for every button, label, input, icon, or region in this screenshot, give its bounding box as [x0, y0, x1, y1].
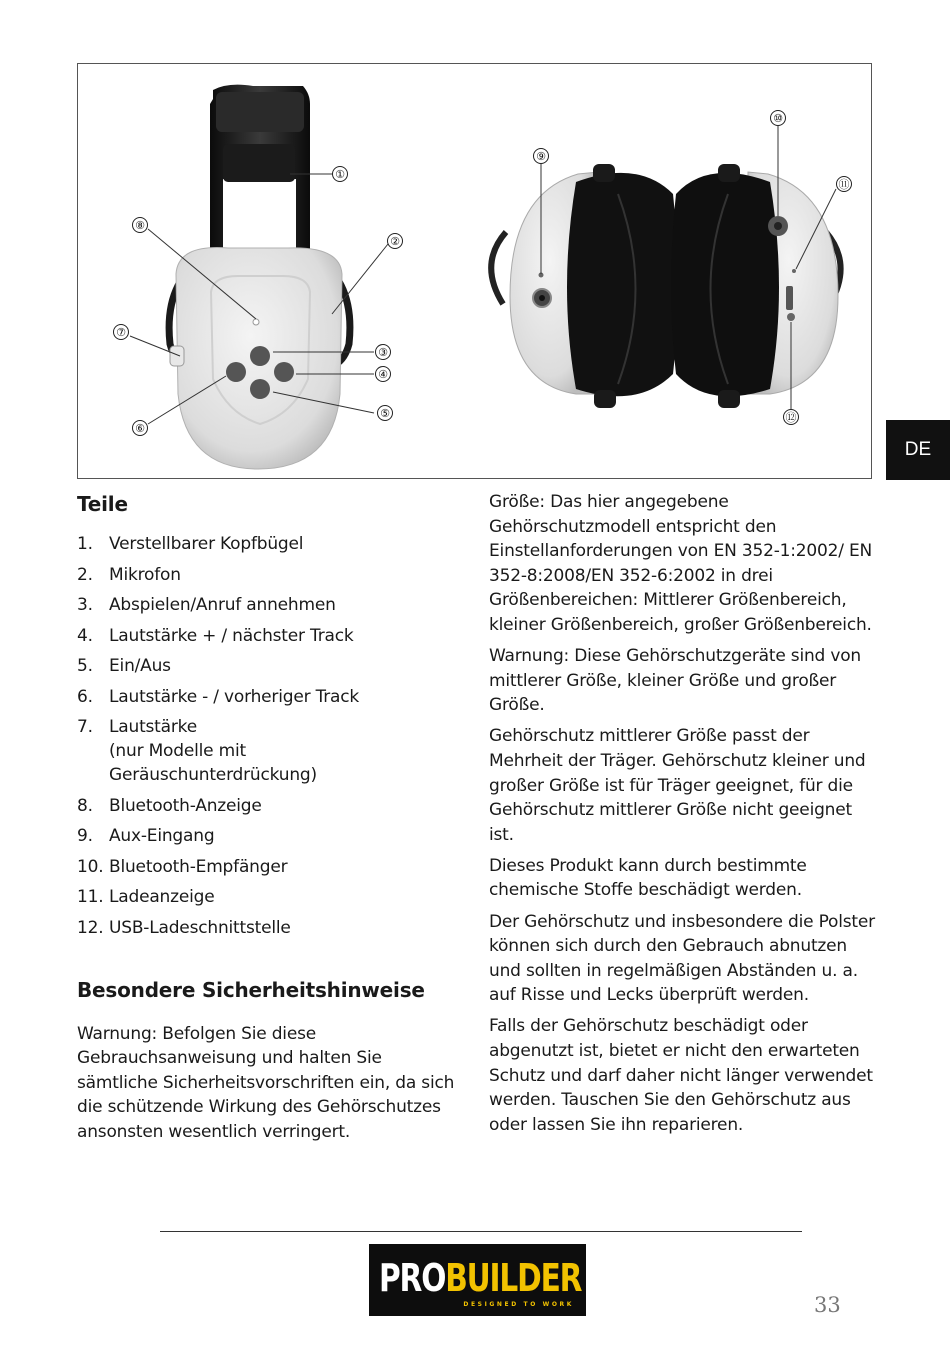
- svg-text:①: ①: [335, 168, 345, 181]
- language-tab: DE: [886, 420, 950, 480]
- earmuff-side-view: [130, 85, 388, 469]
- wear-paragraph: Der Gehörschutz und insbesondere die Polster können sich durch den Gebrauch abnutzen und sollten in regelmäßigen Abständen u. a. auf Risse und Lecks überprüft werden.: [489, 911, 875, 1006]
- svg-text:⑥: ⑥: [135, 422, 145, 435]
- chemical-paragraph: Dieses Produkt kann durch bestimmte chemische Stoffe beschädigt werden.: [489, 855, 807, 901]
- callout-7: [114, 325, 129, 340]
- callout-4: [376, 367, 391, 382]
- size-warning-paragraph: Warnung: Diese Gehörschutzgeräte sind von mittlerer Größe, kleiner Größe und großer Größe.: [489, 646, 861, 716]
- svg-text:⑩: ⑩: [773, 112, 783, 125]
- callout-9: [534, 149, 549, 164]
- parts-heading: Teile: [77, 492, 128, 516]
- svg-text:②: ②: [390, 235, 400, 248]
- probuilder-logo: [369, 1244, 586, 1316]
- page-number: 33: [814, 1293, 841, 1317]
- left-column: [77, 490, 462, 1144]
- svg-text:⑧: ⑧: [135, 219, 145, 232]
- callout-2: [388, 234, 403, 249]
- callout-6: [133, 421, 148, 436]
- parts-list: [77, 532, 462, 940]
- earmuff-illustration: [78, 64, 872, 479]
- callout-1: [333, 167, 348, 182]
- svg-text:⑪: ⑪: [838, 178, 850, 191]
- svg-text:⑦: ⑦: [116, 326, 126, 339]
- callout-3: [376, 345, 391, 360]
- footer-divider: [160, 1231, 802, 1232]
- safety-heading: Besondere Sicherheitshinweise: [77, 977, 425, 1002]
- list-item: 3. Abspielen/Anruf annehmen: [77, 595, 336, 615]
- svg-text:③: ③: [378, 346, 388, 359]
- list-item: 6. Lautstärke - / vorheriger Track: [77, 686, 360, 707]
- callout-11: [837, 177, 852, 192]
- svg-text:⑫: ⑫: [785, 411, 797, 424]
- earmuff-folded-view: [491, 126, 840, 409]
- logo-pro-text: PRO: [379, 1256, 446, 1300]
- list-item: 11. Ladeanzeige: [77, 887, 215, 907]
- fit-paragraph: Gehörschutz mittlerer Größe passt der Mehrheit der Träger. Gehörschutz kleiner und großer Größe ist für Träger geeignet, für die Gehörschutz mittlerer Größe nicht geeignet ist.: [489, 726, 866, 845]
- list-item: 4. Lautstärke + / nächster Track: [77, 625, 354, 646]
- svg-text:⑨: ⑨: [536, 150, 546, 163]
- list-item: 1. Verstellbarer Kopfbügel: [77, 534, 304, 554]
- product-figure: [77, 63, 872, 479]
- callout-12: [784, 410, 799, 425]
- list-item: 10. Bluetooth-Empfänger: [77, 856, 288, 877]
- safety-paragraph: Warnung: Befolgen Sie diese Gebrauchsanweisung und halten Sie sämtliche Sicherheitsvorschriften ein, da sich die schützende Wirkung des Gehörschutzes ansonsten wesentlich verringert.: [77, 1023, 455, 1142]
- right-column: [489, 490, 879, 1144]
- size-paragraph: Größe: Das hier angegebene Gehörschutzmodell entspricht den Einstellanforderungen von EN 352-1:2002/ EN 352-8:2008/EN 352-6:2002 in drei Größenbereichen: Mittlerer Größenbereich, kleiner Größenbereich, großer Größenbereich.: [489, 492, 873, 635]
- list-item: 8. Bluetooth-Anzeige: [77, 795, 262, 816]
- list-item: 5. Ein/Aus: [77, 656, 171, 676]
- svg-text:⑤: ⑤: [380, 407, 390, 420]
- callout-5: [378, 406, 393, 421]
- list-item: 9. Aux-Eingang: [77, 826, 215, 846]
- svg-text:④: ④: [378, 368, 388, 381]
- list-item: 12. USB-Ladeschnittstelle: [77, 917, 291, 938]
- callout-8: [133, 218, 148, 233]
- logo-tagline: DESIGNED TO WORK: [463, 1301, 574, 1308]
- logo-builder-text: BUILDER: [445, 1256, 582, 1300]
- callout-10: [771, 111, 786, 126]
- damage-paragraph: Falls der Gehörschutz beschädigt oder abgenutzt ist, bietet er nicht den erwarteten Schutz und darf daher nicht länger verwendet werden. Tauschen Sie den Gehörschutz aus oder lassen Sie ihn reparieren.: [489, 1016, 873, 1135]
- list-item: 2. Mikrofon: [77, 564, 181, 585]
- list-item: 7. Lautstärke (nur Modelle mit Geräuschunterdrückung): [77, 717, 317, 785]
